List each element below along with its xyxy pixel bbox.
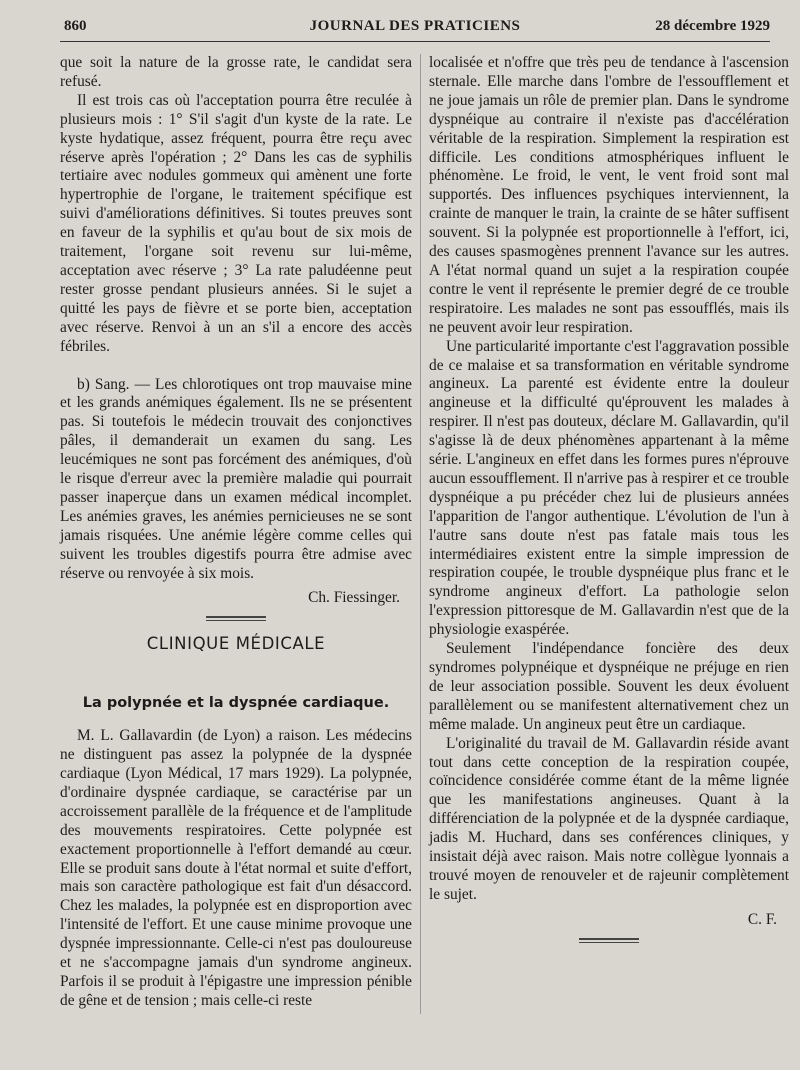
paragraph: M. L. Gallavardin (de Lyon) a raison. Les médecins ne distinguent pas assez la polypnée de la dyspnée cardiaque (Lyon Médical, 17 mars 1929). La polypnée, d'ordinaire dyspnée cardiaque, se caractérise par un accroissement parallèle de la fréquence et de l'amplitude des mouvements respiratoires. Cette polypnée est exactement proportionnelle à l'effort demandé au cœur. Elle se produit sans doute à l'état normal et suite d'effort, mais son caractère pathologique est fait d'un désaccord. Chez les malades, la polypnée est en disproportion avec l'intensité de l'effort. Et une cause minime provoque une dyspnée impressionnante. Celle-ci n'est pas douloureuse et ne s'accompagne jamais d'un syndrome angineux. Parfois il se produit à l'épigastre une impression pénible de gêne et de tension ; mais celle-ci reste xyxy=(60,727,412,1009)
journal-title: JOURNAL DES PRATICIENS xyxy=(309,18,521,34)
right-column xyxy=(429,54,789,951)
header-rule xyxy=(60,41,770,42)
paragraph: L'originalité du travail de M. Gallavardin réside avant tout dans cette conception de la respiration coupée, coïncidence considérée comme étant de la même lignée que les manifestations angineuses. Quant à la différenciation de la polypnée et de la dyspnée cardiaque, jadis M. Huchard, dans ses conférences cliniques, y insistait déjà avec raison. Mais notre collègue lyonnais a trouvé moyen de renouveler et de rajeunir complètement le sujet. xyxy=(429,734,789,903)
paragraph: Il est trois cas où l'acceptation pourra être reculée à plusieurs mois : 1° S'il s'agit d'un kyste de la rate. Le kyste hydatique, assez fréquent, pourra être reçu avec réserve après l'opération ; 2° Dans les cas de syphilis tertiaire avec nodules gommeux qui amènent une forte hypertrophie de l'organe, le traitement spécifique est suivi d'améliorations définitives. Si toutes preuves sont en faveur de la syphilis et qu'au bout de six mois de traitement, l'organe soit revenu sur lui-même, acceptation avec réserve ; 3° La rate paludéenne peut rester grosse pendant plusieurs années. Si le sujet a quitté les pays de fièvre et se porte bien, acceptation avec réserve. Renvoi à un an s'il a encore des accès fébriles. xyxy=(60,91,412,355)
paragraph: Seulement l'indépendance foncière des deux syndromes polypnéique et dyspnéique ne préjuge en rien de leur association possible. Souvent les deux évoluent parallèlement ou se manifestent alternativement chez un même malade. Un angineux peut être un cardiaque. xyxy=(429,640,789,733)
page-number: 860 xyxy=(64,18,87,34)
column-separator xyxy=(420,54,421,1014)
author-signature: Ch. Fiessinger. xyxy=(308,589,400,607)
author-signature: C. F. xyxy=(747,910,777,928)
paragraph: b) Sang. — Les chlorotiques ont trop mauvaise mine et les grands anémiques également. Ils ne se présentent pas. Si toutefois le médecin trouvait des conjonctives pâles, il demanderait un examen du sang. Les leucémiques ne sont pas forcément des anémiques, d'où le risque d'erreur avec la première maladie qui pourrait passer inaperçue dans un examen médical incomplet. Les anémies graves, les anémies pernicieuses ne se sont jamais risquées. Une anémie légère comme celles qui suivent les troubles digestifs pourra être admise avec réserve ou renvoyée à six mois. xyxy=(60,375,412,582)
section-ornament xyxy=(60,616,412,621)
issue-date: 28 décembre 1929 xyxy=(655,18,770,34)
running-header xyxy=(60,14,770,40)
left-column xyxy=(60,54,412,1011)
paragraph: Une particularité importante c'est l'aggravation possible de ce malaise et sa transformation en véritable syndrome angineux. La parenté est évidente entre la douleur angineuse et la difficulté qu'éprouvent les malades à respirer. Il n'est pas douteux, déclare M. Gallavardin, qu'il s'agisse là de deux phénomènes appartenant à la même série. L'angineux en effet dans les formes pures n'éprouve aucun essoufflement. Il n'arrive pas à respirer et ce trouble dyspnéique a pu précéder chez lui de plusieurs années l'apparition de l'angor authentique. L'évolution de l'un à l'autre sans doute n'est pas fatale mais tous les intermédiaires existent entre la simple impression de respiration coupée, le trouble dyspnéique plus franc et le syndrome angineux d'effort. La pathologie selon l'expression pittoresque de M. Gallavardin n'est que de la physiologie exaspérée. xyxy=(429,337,789,639)
paragraph: localisée et n'offre que très peu de tendance à l'ascension sternale. Elle marche dans l'ombre de l'essoufflement et ne joue jamais un rôle de premier plan. Dans le syndrome dyspnéique au contraire il n'existe pas d'accélération véritable de la respiration. Simplement la respiration est difficile. Les conditions atmosphériques influent le phénomène. Le froid, le vent, le vent froid sont mal supportés. Des influences psychiques interviennent, la crainte de manquer le train, la crainte de se hâter suffisent souvent. Si la polypnée est proportionnelle à l'effort, ici, des causes spasmogènes prennent l'avance sur les autres. A l'état normal quand un sujet a la respiration coupée contre le vent il représente le premier degré de ce trouble respiratoire. Les malades ne sont pas essoufflés, mais ils ne peuvent avoir leur respiration. xyxy=(429,54,789,336)
end-ornament xyxy=(429,938,789,943)
article-title: La polypnée et la dyspnée cardiaque. xyxy=(82,695,390,712)
section-title: CLINIQUE MÉDICALE xyxy=(146,634,326,654)
paragraph: que soit la nature de la grosse rate, le candidat sera refusé. xyxy=(60,54,412,90)
